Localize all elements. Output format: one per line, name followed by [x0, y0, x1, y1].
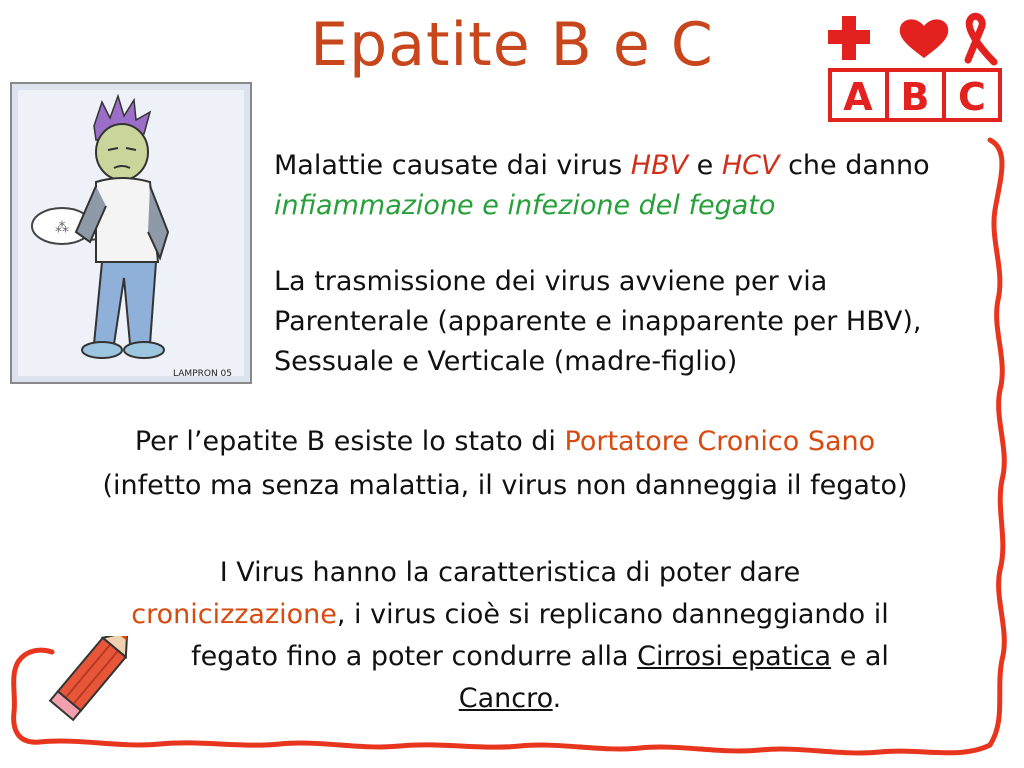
- para4-text-1: I Virus hanno la caratteristica di poter dare: [219, 557, 801, 588]
- pencil-icon: [40, 636, 150, 736]
- para1-text-2: e: [688, 150, 722, 181]
- svg-text:⁂: ⁂: [55, 220, 69, 236]
- para1-text-1: Malattie causate dai virus: [274, 150, 631, 181]
- paragraph-transmission: La trasmissione dei virus avviene per via Parenterale (apparente e inapparente per HBV), Sessuale e Verticale (madre-figlio): [274, 266, 922, 377]
- para4-text-3: fegato fino a poter condurre alla: [191, 641, 638, 672]
- cancro-link[interactable]: Cancro: [458, 683, 553, 714]
- para4-text-4: e al: [831, 641, 889, 672]
- cartoon-signature: LAMPRON 05: [173, 369, 232, 379]
- logo-letter-b: B: [900, 75, 930, 119]
- logo-letter-c: C: [958, 75, 986, 119]
- hbv-label: HBV: [630, 150, 689, 181]
- page-title: Epatite B e C: [310, 10, 714, 80]
- heart-icon: [900, 19, 949, 58]
- cross-icon: [828, 16, 870, 60]
- ribbon-icon: [968, 16, 994, 62]
- hcv-label: HCV: [721, 150, 780, 181]
- para1-highlight: infiammazione e infezione del fegato: [274, 190, 776, 221]
- abc-logo: [828, 6, 1004, 124]
- paragraph-viruses: [274, 146, 974, 226]
- para4-text-2: , i virus cioè si replicano danneggiando il: [336, 599, 889, 630]
- para4-highlight: cronicizzazione: [131, 599, 337, 630]
- sick-boy-illustration: [10, 82, 252, 384]
- para4-text-5: .: [552, 683, 562, 714]
- logo-letter-a: A: [843, 75, 873, 119]
- paragraph-chronic-carrier: [0, 420, 1010, 508]
- para3-highlight: Portatore Cronico Sano: [564, 426, 876, 457]
- para3-text-1: Per l’epatite B esiste lo stato di: [134, 426, 565, 457]
- cirrosi-link[interactable]: Cirrosi epatica: [637, 641, 832, 672]
- para3-text-2: (infetto ma senza malattia, il virus non danneggia il fegato): [102, 470, 908, 501]
- paragraph-chronicization: [40, 552, 980, 720]
- para1-text-3: che danno: [779, 150, 930, 181]
